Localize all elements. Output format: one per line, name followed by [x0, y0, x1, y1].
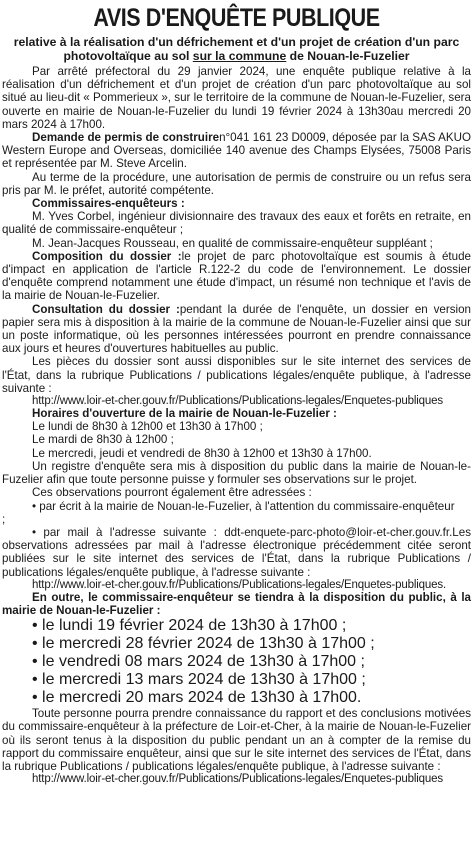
permit-heading: Demande de permis de construire — [32, 131, 220, 145]
commissioner-1: M. Yves Corbel, ingénieur divisionnaire des travaux des eaux et forêts en retraite, en qualité de commissaire-enquêteur ; — [2, 210, 471, 237]
bullet-post: • par écrit à la mairie de Nouan-le-Fuzelier, à l'attention du commissaire-enquêteur — [32, 499, 455, 513]
permanence-item: • le lundi 19 février 2024 de 13h30 à 17h00 ; — [32, 617, 347, 635]
hours-monday: Le lundi de 8h30 à 12h00 et 13h30 à 17h00 ; — [32, 420, 263, 434]
commissioners-heading — [2, 197, 471, 210]
bullet-mail: • par mail à l'adresse suivante : ddt-enquete-parc-photo@loir-et-cher.gouv.fr.Les observations adressées par mail à l'adresse électronique précédemment citée seront publiées sur le site internet des services de l'État, dans la rubrique Publications / publications légales/enquête publique, à l'adresse suivante : — [2, 525, 471, 579]
hours-heading-text: Horaires d'ouverture de la mairie de Nouan-le-Fuzelier : — [32, 407, 337, 421]
report-paragraph: Toute personne pourra prendre connaissance du rapport et des conclusions motivées du commissaire-enquêteur à la préfecture de Loir-et-Cher, à la mairie de Nouan-le-Fuzelier où ils seront tenus à la disposition du public pendant un an à compter de la remise du rapport du commissaire enquêteur, ainsi que sur le site internet des services de l'État, dans la rubrique Publications / publications légales/enquête publique, à l'adresse suivante : — [2, 707, 471, 773]
commissioners-heading-text: Commissaires-enquêteurs : — [32, 197, 185, 211]
hours-heading — [2, 407, 471, 420]
notice-subtitle — [2, 36, 471, 63]
consultation-paragraph — [2, 303, 471, 356]
permanence-item: • le mercredi 13 mars 2024 de 13h30 à 17h00 ; — [32, 671, 366, 689]
consultation-heading: Consultation du dossier : — [32, 302, 180, 316]
url-link-2[interactable]: http://www.loir-et-cher.gouv.fr/Publications/Publications-legales/Enquetes-publiques. — [32, 578, 447, 591]
subtitle-underlined: sur la commune — [192, 48, 287, 63]
consultation-text: pendant la durée de l'enquête, un dossier en version papier sera mis à disposition à la mairie de la commune de Nouan-le-Fuzelier ainsi que sur un poste informatique, où les personnes intéressées pourront en prendre connaissance aux jours et heures d'ouvertures habituelles au public. — [2, 302, 471, 356]
permanences-heading-text: En outre, le commissaire-enquêteur se tiendra à la disposition du public, à la mairie de Nouan-le-Fuzelier : — [2, 590, 471, 617]
observations-paragraph: Ces observations pourront également être adressées : — [32, 486, 312, 500]
register-paragraph: Un registre d'enquête sera mis à disposition du public dans la mairie de Nouan-le-Fuzelier afin que toute personne puisse y formuler ses observations sur le projet. — [2, 459, 471, 487]
permit-text: n°041 161 23 D0009, déposée par la SAS AKUO Western Europe and Overseas, domiciliée 140 avenue des Champs Elysées, 75008 Paris et représentée par M. Steve Arcelin. — [2, 131, 471, 171]
hours-tuesday: Le mardi de 8h30 à 12h00 ; — [32, 433, 174, 447]
bullet-post-end: ; — [2, 512, 6, 526]
permanences-heading — [2, 591, 471, 617]
permanence-item: • le mercredi 28 février 2024 de 13h30 à 17h00 ; — [32, 635, 375, 653]
permanence-item: • le vendredi 08 mars 2024 de 13h30 à 17h00 ; — [32, 653, 365, 671]
notice-title: AVIS D'ENQUÊTE PUBLIQUE — [93, 4, 380, 32]
permit-paragraph — [2, 131, 471, 171]
url-link-1[interactable]: http://www.loir-et-cher.gouv.fr/Publications/Publications-legales/Enquetes-publiques — [32, 395, 443, 408]
subtitle-part2: de Nouan-le-Fuzelier — [286, 48, 410, 63]
authority-paragraph: Au terme de la procédure, une autorisation de permis de construire ou un refus sera pris par M. le préfet, autorité compétente. — [2, 170, 471, 197]
intro-paragraph: Par arrêté préfectoral du 29 janvier 2024, une enquête publique relative à la réalisation d'un défrichement et d'un projet de création d'un parc photovoltaïque au sol situé au lieu-dit « Pommerieux », sur le territoire de la commune de Nouan-le-Fuzelier, sera ouverte en mairie de Nouan-le-Fuzelier du lundi 19 février 2024 à 13h30au mercredi 20 mars 2024 à 17h00. — [2, 65, 471, 131]
dossier-paragraph — [2, 250, 471, 303]
hours-wed-fri: Le mercredi, jeudi et vendredi de 8h30 à 12h00 et 13h30 à 17h00. — [32, 446, 372, 460]
dossier-text: le projet de parc photovoltaïque est soumis à étude d'impact en application de l'article R.122-2 du code de l'environnement. Le dossier d'enquête comprend notamment une étude d'impact, un résumé non technique et l'avis de la mairie de Nouan-le-Fuzelier. — [2, 249, 471, 303]
commissioner-2: M. Jean-Jacques Rousseau, en qualité de commissaire-enquêteur suppléant ; — [32, 236, 433, 250]
permanence-item: • le mercredi 20 mars 2024 de 13h30 à 17h00. — [32, 689, 362, 707]
subtitle-part1: relative à la réalisation d'un défrichement et d'un projet de création d'un parc photovoltaïque au sol — [13, 35, 460, 63]
url-link-3[interactable]: http://www.loir-et-cher.gouv.fr/Publications/Publications-legales/Enquetes-publiques — [32, 773, 443, 786]
dossier-heading: Composition du dossier : — [32, 249, 182, 263]
internet-paragraph: Les pièces du dossier sont aussi disponibles sur le site internet des services de l'État, dans la rubrique Publications / publications légales/enquête publique, à l'adresse suivante : — [2, 355, 471, 395]
